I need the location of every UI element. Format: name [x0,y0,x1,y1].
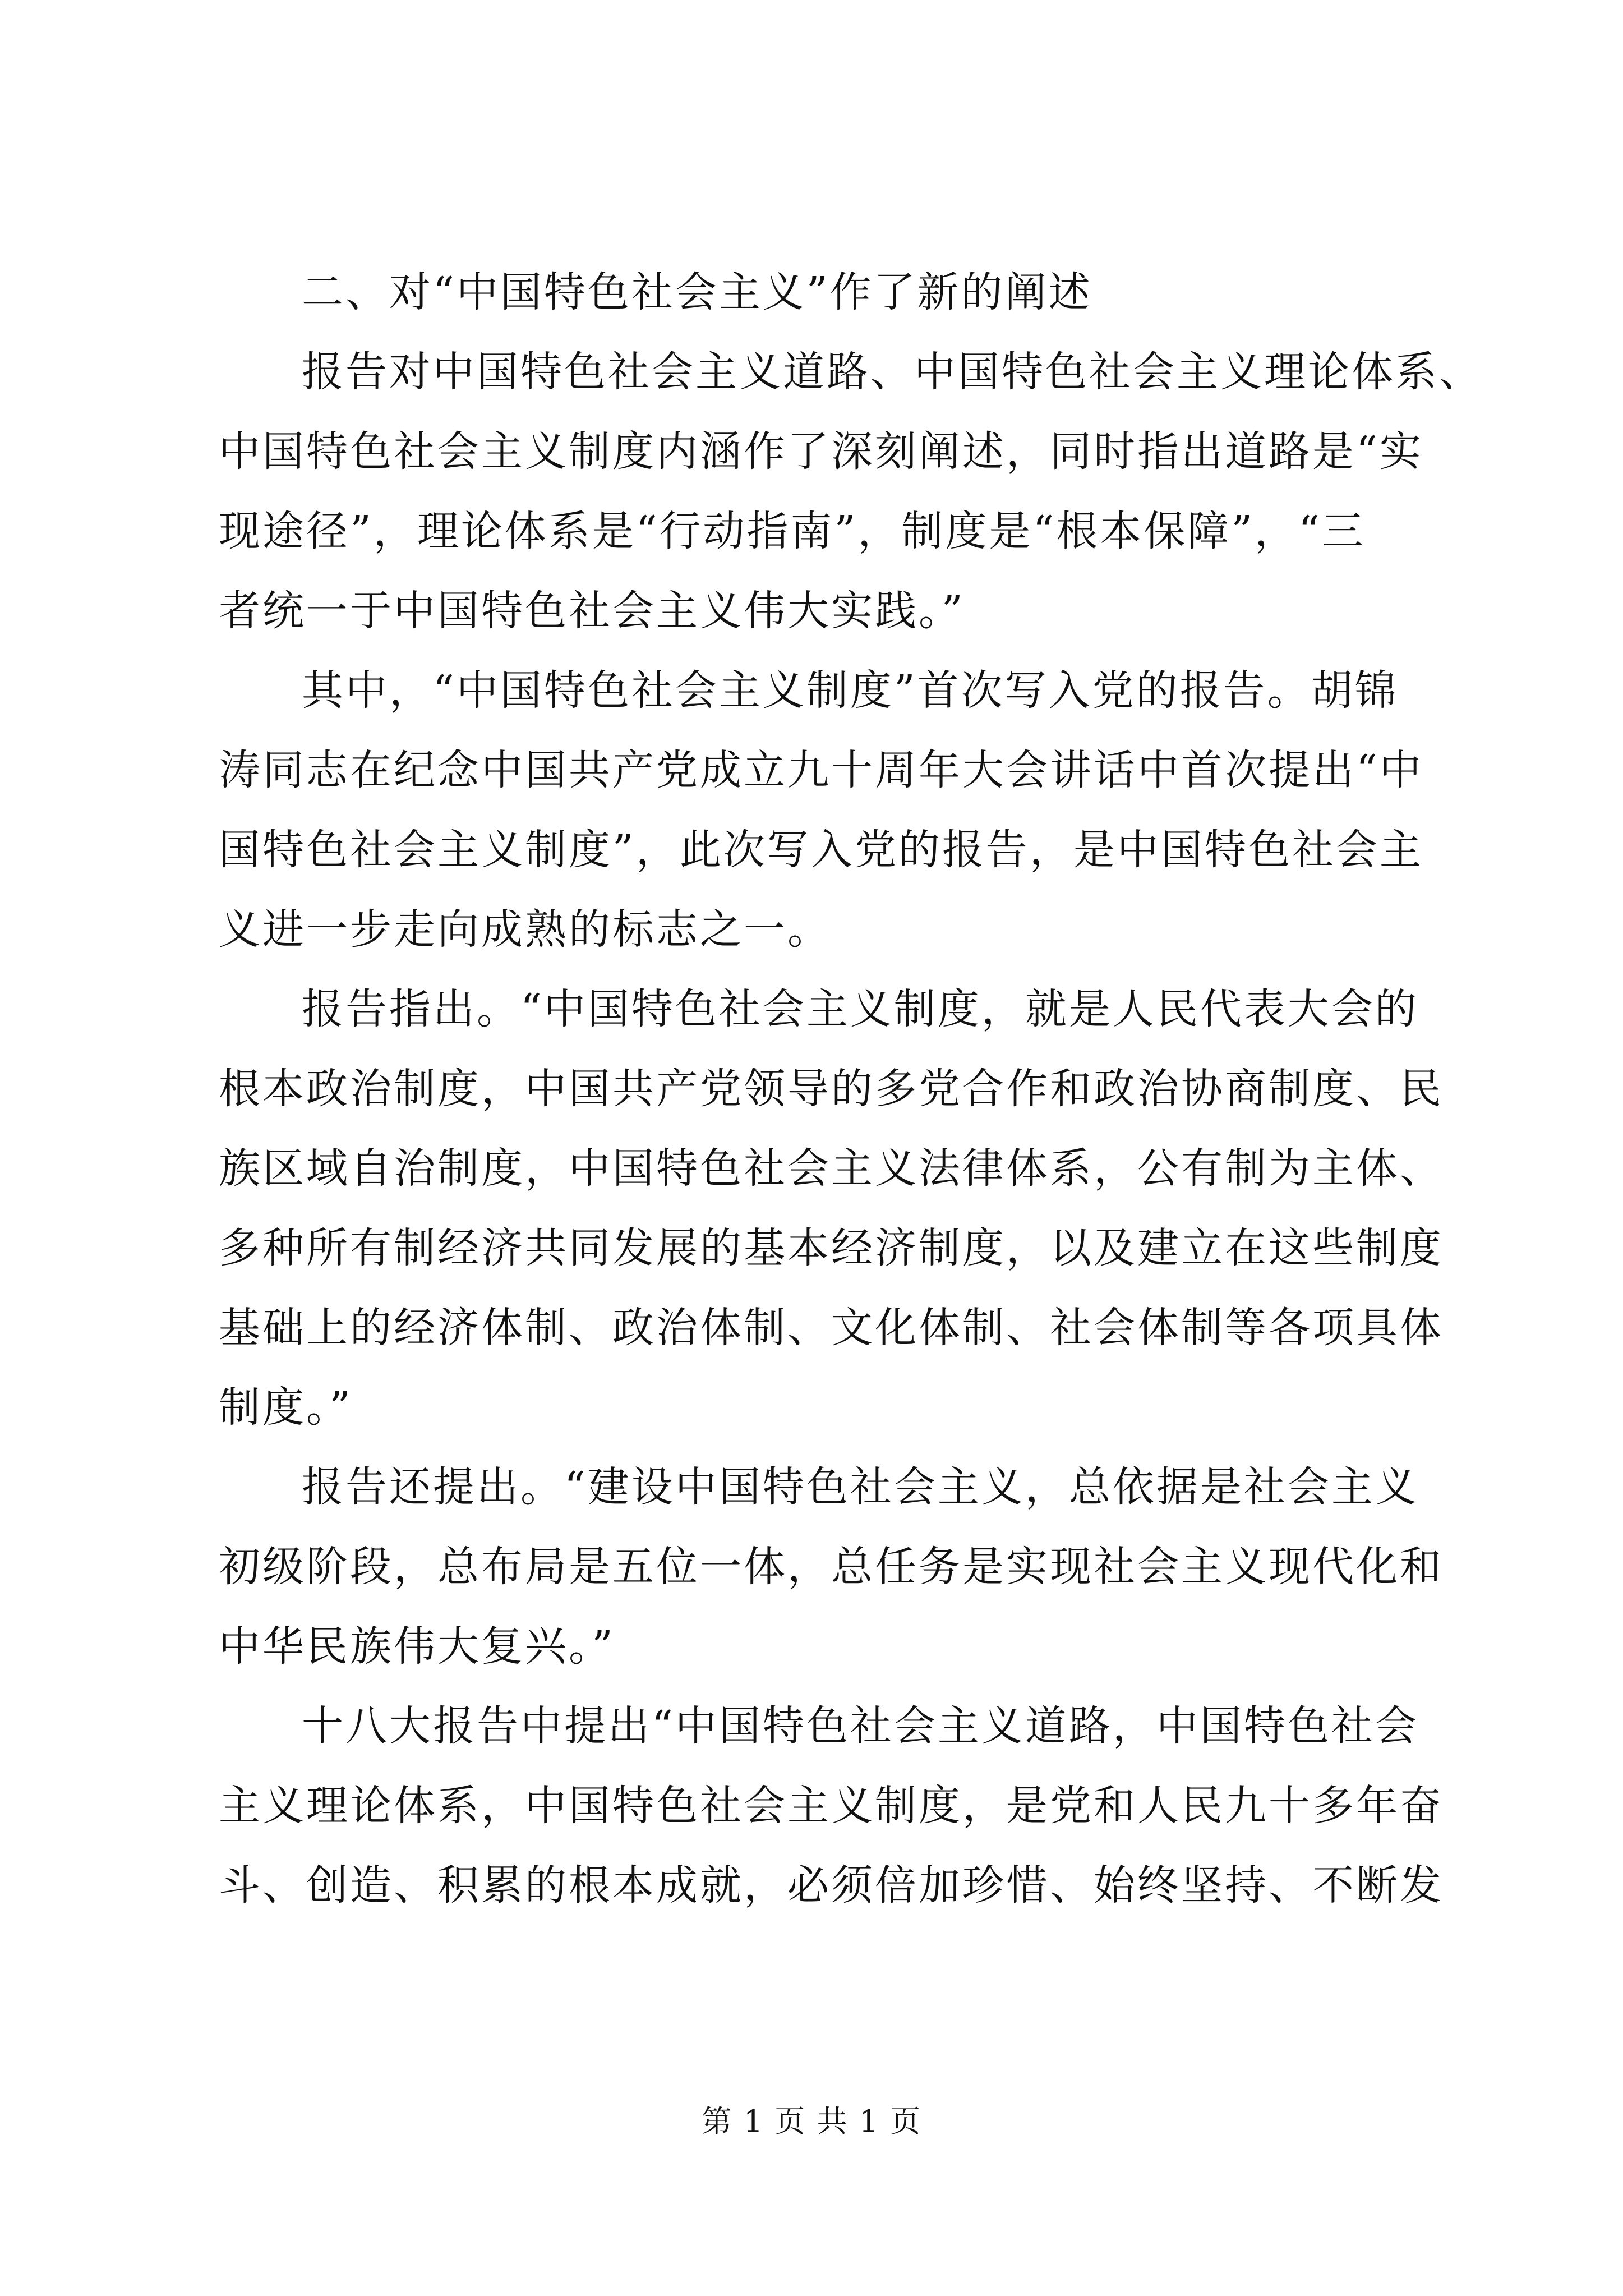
paragraph-2-line-2: 涛同志在纪念中国共产党成立九十周年大会讲话中首次提出“中 [219,746,1423,794]
paragraph-1-line-2: 中国特色社会主义制度内涵作了深刻阐述，同时指出道路是“实 [219,427,1423,476]
paragraph-4-line-1: 报告还提出。“建设中国特色社会主义，总依据是社会主义 [302,1463,1419,1511]
paragraph-2-line-1: 其中，“中国特色社会主义制度”首次写入党的报告。胡锦 [302,666,1399,715]
paragraph-4-line-3: 中华民族伟大复兴。” [219,1622,615,1671]
paragraph-2-line-4: 义进一步走向成熟的标志之一。 [219,905,831,954]
paragraph-5-line-2: 主义理论体系，中国特色社会主义制度，是党和人民九十多年奋 [219,1782,1444,1830]
paragraph-3-line-2: 根本政治制度，中国共产党领导的多党合作和政治协商制度、民 [219,1065,1444,1113]
paragraph-1-line-1: 报告对中国特色社会主义道路、中国特色社会主义理论体系、 [302,348,1483,396]
paragraph-5-line-3: 斗、创造、积累的根本成就，必须倍加珍惜、始终坚持、不断发 [219,1861,1444,1910]
paragraph-2-line-3: 国特色社会主义制度”，此次写入党的报告，是中国特色社会主 [219,826,1423,874]
page-footer: 第 1 页 共 1 页 [701,2104,922,2139]
paragraph-3-line-3: 族区域自治制度，中国特色社会主义法律体系，公有制为主体、 [219,1144,1444,1193]
paragraph-1-line-3: 现途径”，理论体系是“行动指南”，制度是“根本保障”，“三 [219,507,1366,555]
paragraph-4-line-2: 初级阶段，总布局是五位一体，总任务是实现社会主义现代化和 [219,1543,1444,1591]
paragraph-3-line-4: 多种所有制经济共同发展的基本经济制度，以及建立在这些制度 [219,1224,1444,1272]
paragraph-3-line-1: 报告指出。“中国特色社会主义制度，就是人民代表大会的 [302,985,1419,1033]
section-heading: 二、对“中国特色社会主义”作了新的阐述 [302,268,1092,316]
paragraph-1-line-4: 者统一于中国特色社会主义伟大实践。” [219,587,965,635]
paragraph-3-line-6: 制度。” [219,1383,353,1432]
paragraph-3-line-5: 基础上的经济体制、政治体制、文化体制、社会体制等各项具体 [219,1304,1444,1352]
document-body [219,252,1483,1925]
paragraph-5-line-1: 十八大报告中提出“中国特色社会主义道路，中国特色社会 [302,1702,1419,1750]
